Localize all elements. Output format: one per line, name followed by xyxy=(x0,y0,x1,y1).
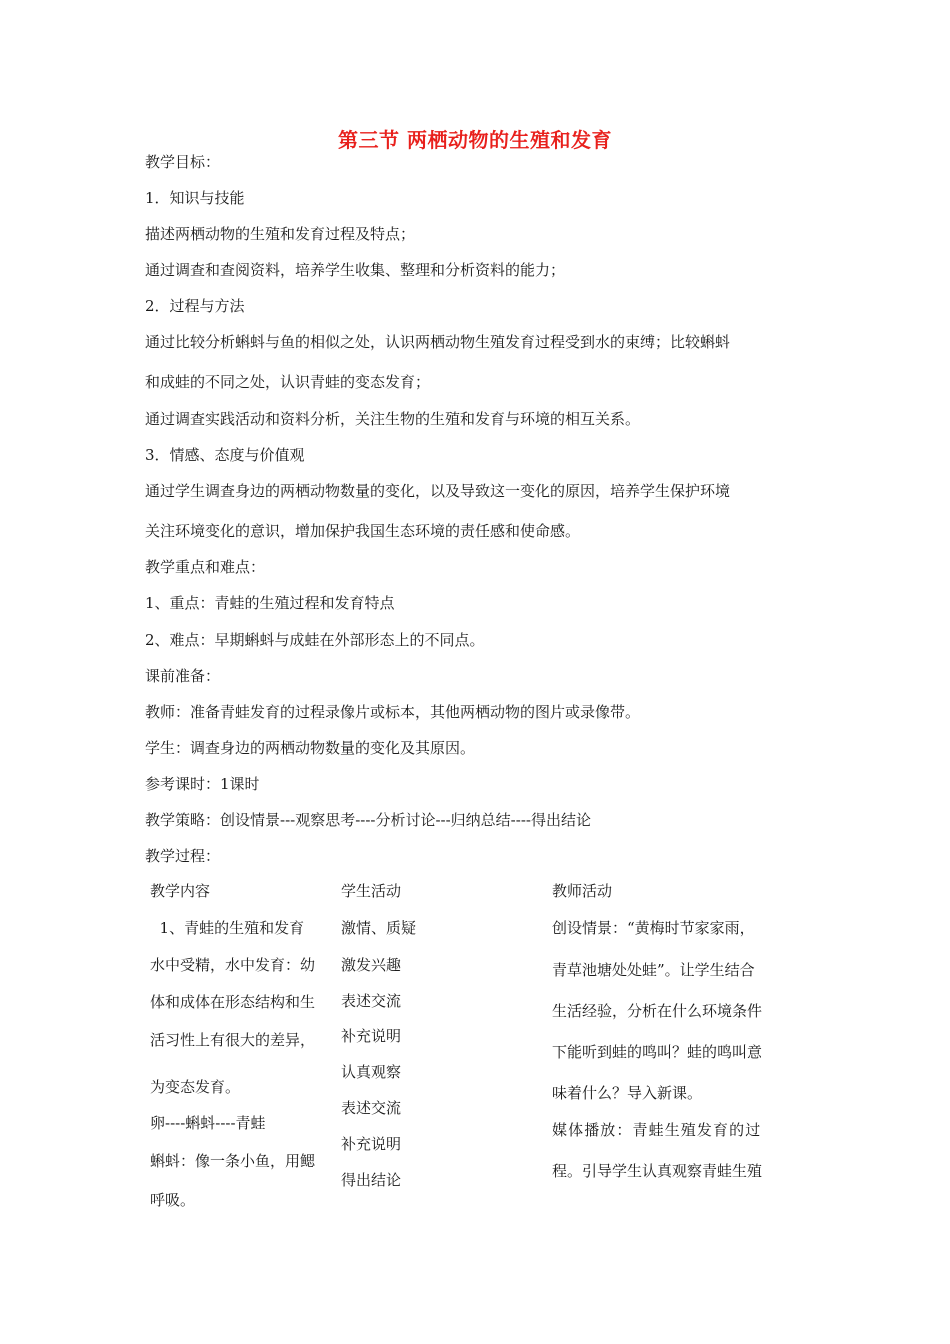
paragraph: 描述两栖动物的生殖和发育过程及特点； xyxy=(145,225,416,243)
student-activity-item: 激情、质疑 xyxy=(341,919,417,937)
student-activity-item: 激发兴趣 xyxy=(341,956,402,974)
table-content-line: 卵----蝌蚪----青蛙 xyxy=(150,1114,266,1132)
paragraph: 和成蛙的不同之处，认识青蛙的变态发育； xyxy=(145,373,431,391)
table-content-line: 呼吸。 xyxy=(150,1191,196,1209)
table-header-teacher: 教师活动 xyxy=(552,882,613,900)
table-header-student: 学生活动 xyxy=(341,882,402,900)
table-content-line: 为变态发育。 xyxy=(150,1078,241,1096)
paragraph: 2、难点：早期蝌蚪与成蛙在外部形态上的不同点。 xyxy=(145,631,485,649)
paragraph: 参考课时：1课时 xyxy=(145,775,260,793)
paragraph: 通过调查和查阅资料，培养学生收集、整理和分析资料的能力； xyxy=(145,261,566,279)
emotion-values-heading: 3．情感、态度与价值观 xyxy=(145,446,305,464)
paragraph: 通过学生调查身边的两栖动物数量的变化，以及导致这一变化的原因，培养学生保护环境 xyxy=(145,482,731,500)
paragraph: 通过调查实践活动和资料分析，关注生物的生殖和发育与环境的相互关系。 xyxy=(145,410,641,428)
paragraph: 1、重点：青蛙的生殖过程和发育特点 xyxy=(145,594,395,612)
student-activity-item: 补充说明 xyxy=(341,1135,402,1153)
paragraph: 通过比较分析蝌蚪与鱼的相似之处，认识两栖动物生殖发育过程受到水的束缚；比较蝌蚪 xyxy=(145,333,731,351)
student-activity-item: 补充说明 xyxy=(341,1027,402,1045)
paragraph: 教学策略：创设情景---观察思考----分析讨论---归纳总结----得出结论 xyxy=(145,811,591,829)
paragraph: 学生：调查身边的两栖动物数量的变化及其原因。 xyxy=(145,739,476,757)
process-method-heading: 2．过程与方法 xyxy=(145,297,245,315)
teacher-activity-line: 媒体播放：青蛙生殖发育的过 xyxy=(552,1121,762,1139)
teacher-activity-line: 下能听到蛙的鸣叫？蛙的鸣叫意 xyxy=(552,1043,763,1061)
table-content-line: 1、青蛙的生殖和发育 xyxy=(150,919,305,937)
teacher-activity-line: 青草池塘处处蛙”。让学生结合 xyxy=(552,961,755,979)
paragraph: 教师：准备青蛙发育的过程录像片或标本，其他两栖动物的图片或录像带。 xyxy=(145,703,641,721)
document-title: 第三节 两栖动物的生殖和发育 xyxy=(338,128,612,152)
teacher-activity-line: 程。引导学生认真观察青蛙生殖 xyxy=(552,1162,763,1180)
table-content-line: 蝌蚪：像一条小鱼，用鳃 xyxy=(150,1152,316,1170)
table-header-content: 教学内容 xyxy=(150,882,211,900)
teaching-goals-heading: 教学目标： xyxy=(145,153,221,171)
key-difficulties-heading: 教学重点和难点： xyxy=(145,558,266,576)
knowledge-skills-heading: 1．知识与技能 xyxy=(145,189,245,207)
student-activity-item: 表述交流 xyxy=(341,992,402,1010)
teaching-process-heading: 教学过程： xyxy=(145,847,221,865)
preparation-heading: 课前准备： xyxy=(145,667,221,685)
table-content-line: 活习性上有很大的差异， xyxy=(150,1031,316,1049)
teacher-activity-line: 创设情景：“黄梅时节家家雨， xyxy=(552,919,755,937)
student-activity-item: 表述交流 xyxy=(341,1099,402,1117)
student-activity-item: 认真观察 xyxy=(341,1063,402,1081)
student-activity-item: 得出结论 xyxy=(341,1171,402,1189)
teacher-activity-line: 生活经验，分析在什么环境条件 xyxy=(552,1002,763,1020)
paragraph: 关注环境变化的意识，增加保护我国生态环境的责任感和使命感。 xyxy=(145,522,581,540)
table-content-line: 水中受精，水中发育：幼 xyxy=(150,956,316,974)
teacher-activity-line: 味着什么？导入新课。 xyxy=(552,1084,703,1102)
table-content-line: 体和成体在形态结构和生 xyxy=(150,993,316,1011)
